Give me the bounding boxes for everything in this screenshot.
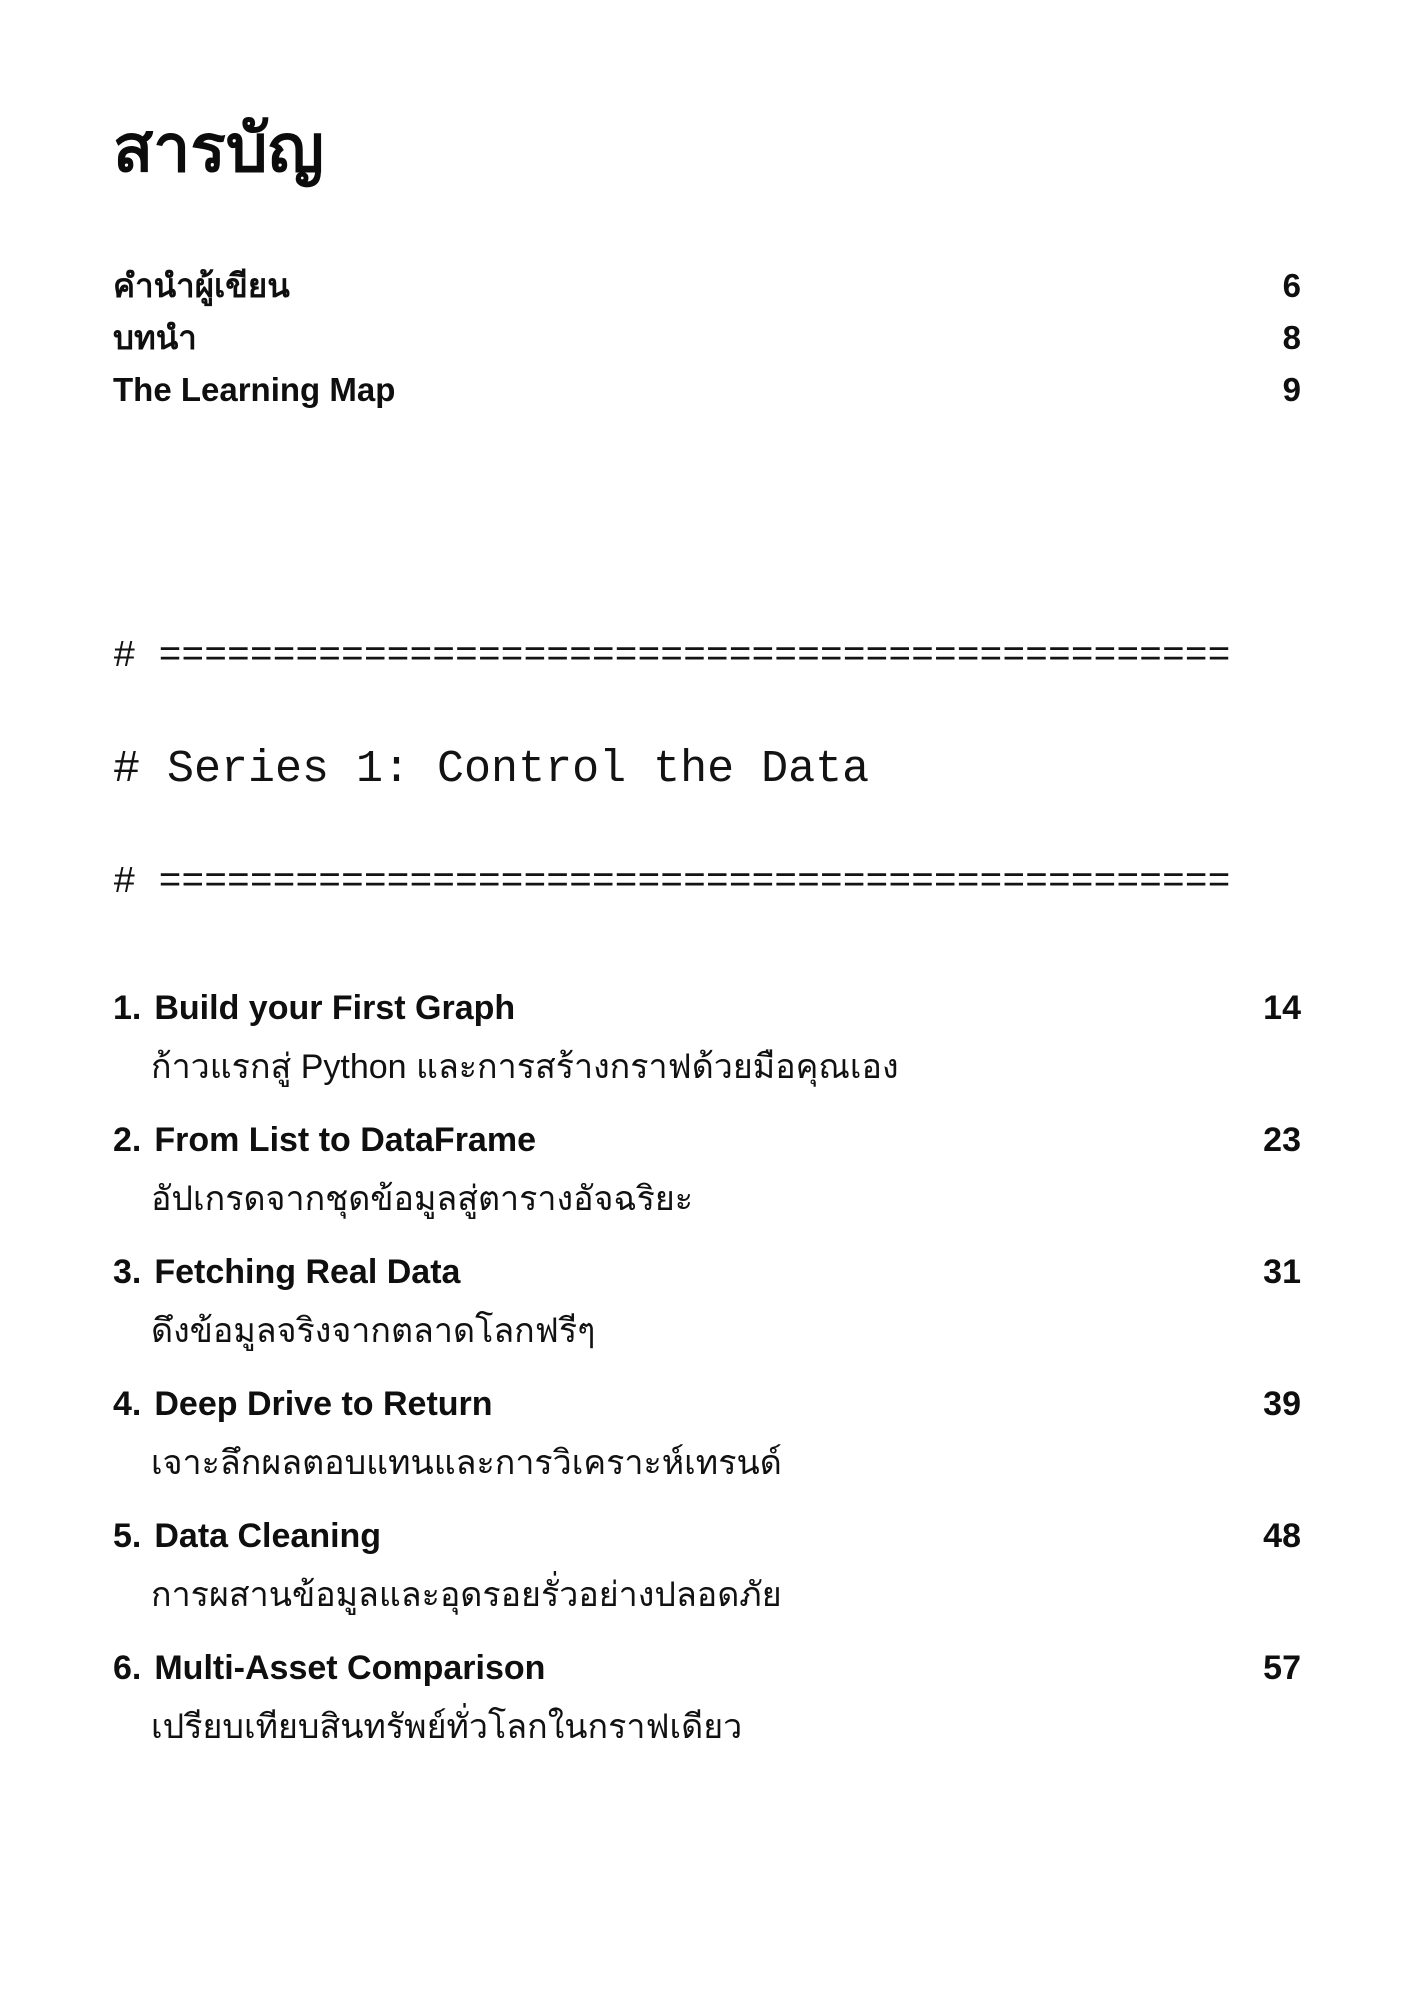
chapter-subtitle: เปรียบเทียบสินทรัพย์ทั่วโลกในกราฟเดียว (151, 1708, 743, 1746)
chapter-entry-3 (113, 1249, 1301, 1355)
chapter-entry-1 (113, 985, 1301, 1091)
chapter-subtitle: ก้าวแรกสู่ Python และการสร้างกราฟด้วยมือคุณเอง (151, 1048, 899, 1086)
chapter-entry-5 (113, 1513, 1301, 1619)
chapter-title: Multi-Asset Comparison (154, 1649, 546, 1687)
toc-entry-label: บทนำ (113, 319, 197, 356)
chapter-number: 5. (113, 1517, 142, 1555)
chapter-title-group (113, 1513, 381, 1560)
chapter-number: 4. (113, 1385, 142, 1423)
chapter-title-row (113, 1645, 1301, 1692)
chapter-title: Build your First Graph (154, 989, 516, 1027)
chapter-number: 6. (113, 1649, 142, 1687)
chapter-title-group (113, 1117, 536, 1164)
chapter-title-row (113, 1381, 1301, 1428)
toc-row-preface (113, 260, 1301, 312)
chapter-page-number: 48 (1263, 1517, 1301, 1555)
series-header-divider-bottom: # =============================================== (113, 861, 1231, 904)
chapter-title-group (113, 1381, 493, 1428)
chapter-subtitle: อัปเกรดจากชุดข้อมูลสู่ตารางอัจฉริยะ (151, 1180, 694, 1218)
toc-entry-page-number: 8 (1282, 319, 1301, 356)
chapter-page-number: 39 (1263, 1385, 1301, 1423)
chapter-title: Deep Drive to Return (154, 1385, 493, 1423)
chapter-number: 1. (113, 989, 142, 1027)
chapter-title: From List to DataFrame (154, 1121, 536, 1159)
chapter-title-row (113, 1117, 1301, 1164)
chapter-number: 3. (113, 1253, 142, 1291)
chapter-title-group (113, 1645, 545, 1692)
chapter-page-number: 31 (1263, 1253, 1301, 1291)
chapter-entry-4 (113, 1381, 1301, 1487)
page-title: สารบัญ (113, 111, 324, 185)
chapter-title-row (113, 1249, 1301, 1296)
chapter-subtitle: การผสานข้อมูลและอุดรอยรั่วอย่างปลอดภัย (151, 1576, 782, 1614)
chapter-title-group (113, 1249, 460, 1296)
series-header-title: # Series 1: Control the Data (113, 744, 870, 795)
front-matter-list (113, 260, 1301, 416)
chapter-title-row (113, 1513, 1301, 1560)
chapter-title: Fetching Real Data (154, 1253, 461, 1291)
toc-entry-page-number: 9 (1282, 371, 1301, 408)
chapter-title-group (113, 985, 515, 1032)
chapter-subtitle: ดึงข้อมูลจริงจากตลาดโลกฟรีๆ (151, 1312, 596, 1350)
toc-entry-page-number: 6 (1282, 267, 1301, 304)
chapter-list (113, 985, 1301, 1751)
series-header-divider-top: # =============================================== (113, 635, 1231, 678)
chapter-page-number: 57 (1263, 1649, 1301, 1687)
chapter-number: 2. (113, 1121, 142, 1159)
chapter-entry-6 (113, 1645, 1301, 1751)
series-1-header (113, 582, 1301, 957)
toc-entry-label: คำนำผู้เขียน (113, 267, 290, 304)
chapter-title-row (113, 985, 1301, 1032)
chapter-title: Data Cleaning (154, 1517, 382, 1555)
chapter-entry-2 (113, 1117, 1301, 1223)
toc-row-learning-map (113, 364, 1301, 416)
chapter-page-number: 23 (1263, 1121, 1301, 1159)
toc-entry-label: The Learning Map (113, 371, 396, 408)
chapter-subtitle: เจาะลึกผลตอบแทนและการวิเคราะห์เทรนด์ (151, 1444, 782, 1482)
toc-row-introduction (113, 312, 1301, 364)
chapter-page-number: 14 (1263, 989, 1301, 1027)
